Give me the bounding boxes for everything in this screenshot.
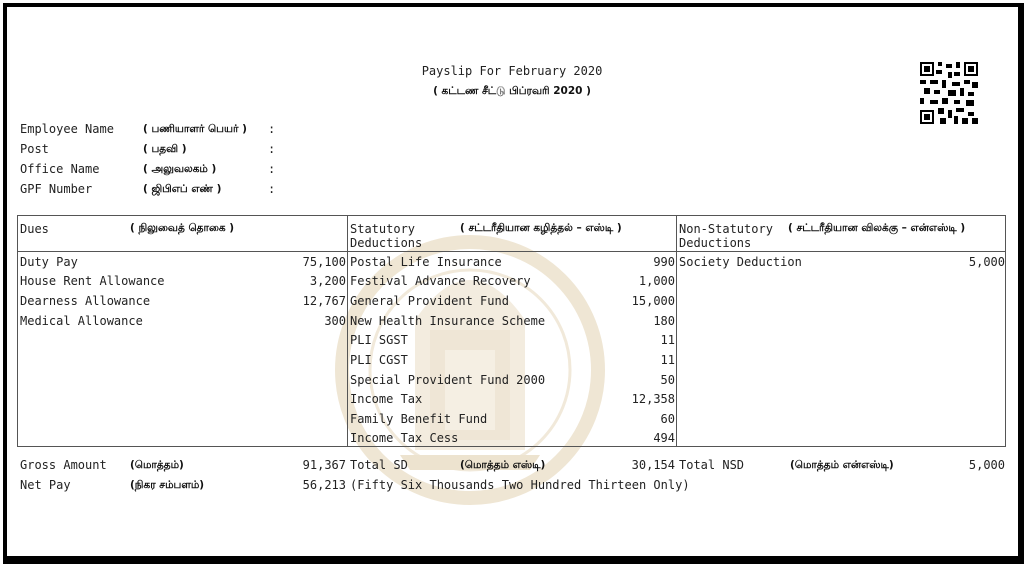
statutory-row: [350, 253, 675, 272]
column-divider-2: [676, 215, 677, 447]
total-nsd-value: 5,000: [968, 458, 1005, 472]
dues-name: Duty Pay: [20, 255, 78, 269]
gross-amount-label: Gross Amount: [20, 458, 107, 472]
statutory-row: [350, 272, 675, 291]
net-pay-value: 56,213: [302, 478, 346, 492]
statutory-name: PLI CGST: [350, 353, 408, 367]
dues-row: [20, 253, 346, 272]
employee-name-tamil: ( பணியாளர் பெயர் ): [143, 123, 247, 135]
statutory-amount: 11: [660, 333, 675, 347]
gpf-number-tamil: ( ஜிபிஎப் எண் ): [143, 183, 222, 195]
post-label: Post: [20, 142, 49, 156]
employee-name-label: Employee Name: [20, 122, 114, 136]
statutory-row: [350, 371, 675, 390]
dues-row: [20, 272, 346, 291]
statutory-name: Special Provident Fund 2000: [350, 373, 546, 387]
statutory-amount: 1,000: [638, 274, 675, 288]
dues-amount: 75,100: [302, 255, 346, 269]
dues-name: Dearness Allowance: [20, 294, 151, 308]
statutory-row: [350, 429, 675, 448]
dues-name: Medical Allowance: [20, 314, 143, 328]
dues-header-tamil: ( நிலுவைத் தொகை ): [130, 222, 235, 234]
gross-amount-tamil: (மொத்தம்): [130, 459, 184, 471]
gpf-number-sep: :: [268, 182, 276, 196]
payslip-title-tamil: ( கட்டண சீட்டு பிப்ரவரி 2020 ): [433, 85, 591, 97]
total-nsd-tamil: (மொத்தம் என்எஸ்டி): [790, 459, 894, 471]
statutory-row: [350, 331, 675, 350]
statutory-amount: 494: [653, 431, 675, 445]
statutory-header: Statutory: [350, 222, 416, 236]
statutory-amount: 60: [660, 412, 675, 426]
dues-row: [20, 292, 346, 311]
net-pay-words: (Fifty Six Thousands Two Hundred Thirteen Only): [350, 478, 690, 492]
statutory-header-2: Deductions: [350, 236, 423, 250]
statutory-name: Festival Advance Recovery: [350, 274, 531, 288]
column-divider-1: [347, 215, 348, 447]
statutory-row: [350, 410, 675, 429]
non-statutory-row: [679, 253, 1005, 272]
total-nsd-label: Total NSD: [679, 458, 745, 472]
dues-amount: 3,200: [309, 274, 346, 288]
statutory-name: PLI SGST: [350, 333, 408, 347]
statutory-name: Postal Life Insurance: [350, 255, 502, 269]
statutory-amount: 12,358: [631, 392, 675, 406]
statutory-header-tamil: ( சட்டரீதியான கழித்தல் – எஸ்டி ): [460, 222, 622, 234]
non-statutory-name: Society Deduction: [679, 255, 802, 269]
employee-name-sep: :: [268, 122, 276, 136]
office-name-label: Office Name: [20, 162, 100, 176]
qr-code-icon: [920, 62, 978, 124]
statutory-amount: 50: [660, 373, 675, 387]
post-tamil: ( பதவி ): [143, 143, 187, 155]
statutory-name: Income Tax Cess: [350, 431, 459, 445]
statutory-row: [350, 292, 675, 311]
statutory-row: [350, 390, 675, 409]
non-statutory-amount: 5,000: [968, 255, 1005, 269]
statutory-name: Family Benefit Fund: [350, 412, 488, 426]
statutory-amount: 15,000: [631, 294, 675, 308]
net-pay-tamil: (நிகர சம்பளம்): [130, 479, 205, 491]
non-statutory-header-tamil: ( சட்டரீதியான விலக்கு – என்எஸ்டி ): [788, 222, 966, 234]
non-statutory-header: Non-Statutory: [679, 222, 773, 236]
statutory-row: [350, 351, 675, 370]
total-sd-tamil: (மொத்தம் எஸ்டி): [460, 459, 546, 471]
post-sep: :: [268, 142, 276, 156]
dues-row: [20, 312, 346, 331]
statutory-name: Income Tax: [350, 392, 423, 406]
statutory-name: New Health Insurance Scheme: [350, 314, 546, 328]
statutory-row: [350, 312, 675, 331]
statutory-amount: 11: [660, 353, 675, 367]
gpf-number-label: GPF Number: [20, 182, 93, 196]
dues-amount: 12,767: [302, 294, 346, 308]
table-header-divider: [17, 251, 1006, 252]
gross-amount-value: 91,367: [302, 458, 346, 472]
net-pay-label: Net Pay: [20, 478, 71, 492]
non-statutory-header-2: Deductions: [679, 236, 752, 250]
total-sd-label: Total SD: [350, 458, 408, 472]
payslip-title: Payslip For February 2020: [421, 64, 603, 78]
total-sd-value: 30,154: [631, 458, 675, 472]
office-name-sep: :: [268, 162, 276, 176]
statutory-name: General Provident Fund: [350, 294, 509, 308]
office-name-tamil: ( அலுவலகம் ): [143, 163, 217, 175]
dues-amount: 300: [324, 314, 346, 328]
dues-name: House Rent Allowance: [20, 274, 165, 288]
statutory-amount: 990: [653, 255, 675, 269]
dues-header: Dues: [20, 222, 49, 236]
statutory-amount: 180: [653, 314, 675, 328]
